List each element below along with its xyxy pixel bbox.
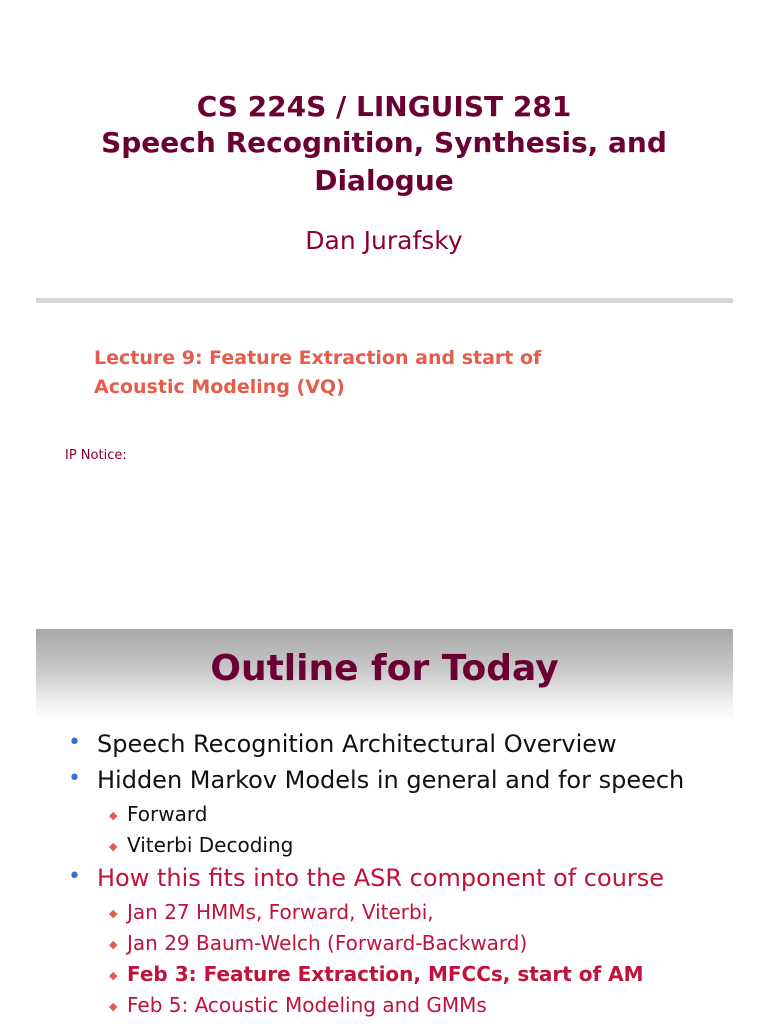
bullet-diamond-icon: ◆ (109, 809, 118, 822)
bullet-diamond-icon: ◆ (109, 840, 118, 853)
outline-item-text: How this fits into the ASR component of course (97, 864, 665, 892)
lecture-title-line-2: Acoustic Modeling (VQ) (94, 376, 345, 398)
author-name: Dan Jurafsky (305, 226, 463, 255)
outline-item-text: Hidden Markov Models in general and for speech (97, 766, 685, 794)
outline-subitem-text: Forward (127, 802, 208, 826)
outline-item-text: Speech Recognition Architectural Overview (97, 730, 617, 758)
lecture-title-line-1: Lecture 9: Feature Extraction and start of (94, 347, 542, 369)
outline-subitem-text: Feb 3: Feature Extraction, MFCCs, start of AM (127, 962, 644, 986)
bullet-dot-icon: • (68, 730, 81, 755)
bullet-diamond-icon: ◆ (109, 938, 118, 951)
course-title-line-1: CS 224S / LINGUIST 281 (196, 90, 572, 123)
bullet-diamond-icon: ◆ (109, 907, 118, 920)
outline-subitem-text: Viterbi Decoding (127, 833, 294, 857)
outline-slide (36, 629, 733, 1024)
course-title-line-3: Dialogue (314, 164, 454, 197)
outline-subitem-text: Feb 5: Acoustic Modeling and GMMs (127, 993, 487, 1017)
bullet-dot-icon: • (68, 766, 81, 791)
outline-subitem-text: Jan 29 Baum-Welch (Forward-Backward) (127, 931, 528, 955)
outline-title: Outline for Today (210, 648, 559, 689)
course-title-line-2: Speech Recognition, Synthesis, and (101, 126, 667, 159)
lecture-title (94, 344, 654, 402)
bullet-dot-icon: • (68, 864, 81, 889)
bullet-diamond-icon: ◆ (109, 1000, 118, 1013)
bullet-diamond-icon: ◆ (109, 969, 118, 982)
ip-notice: IP Notice: (65, 448, 127, 463)
divider (36, 298, 733, 303)
outline-subitem-text: Jan 27 HMMs, Forward, Viterbi, (127, 900, 434, 924)
